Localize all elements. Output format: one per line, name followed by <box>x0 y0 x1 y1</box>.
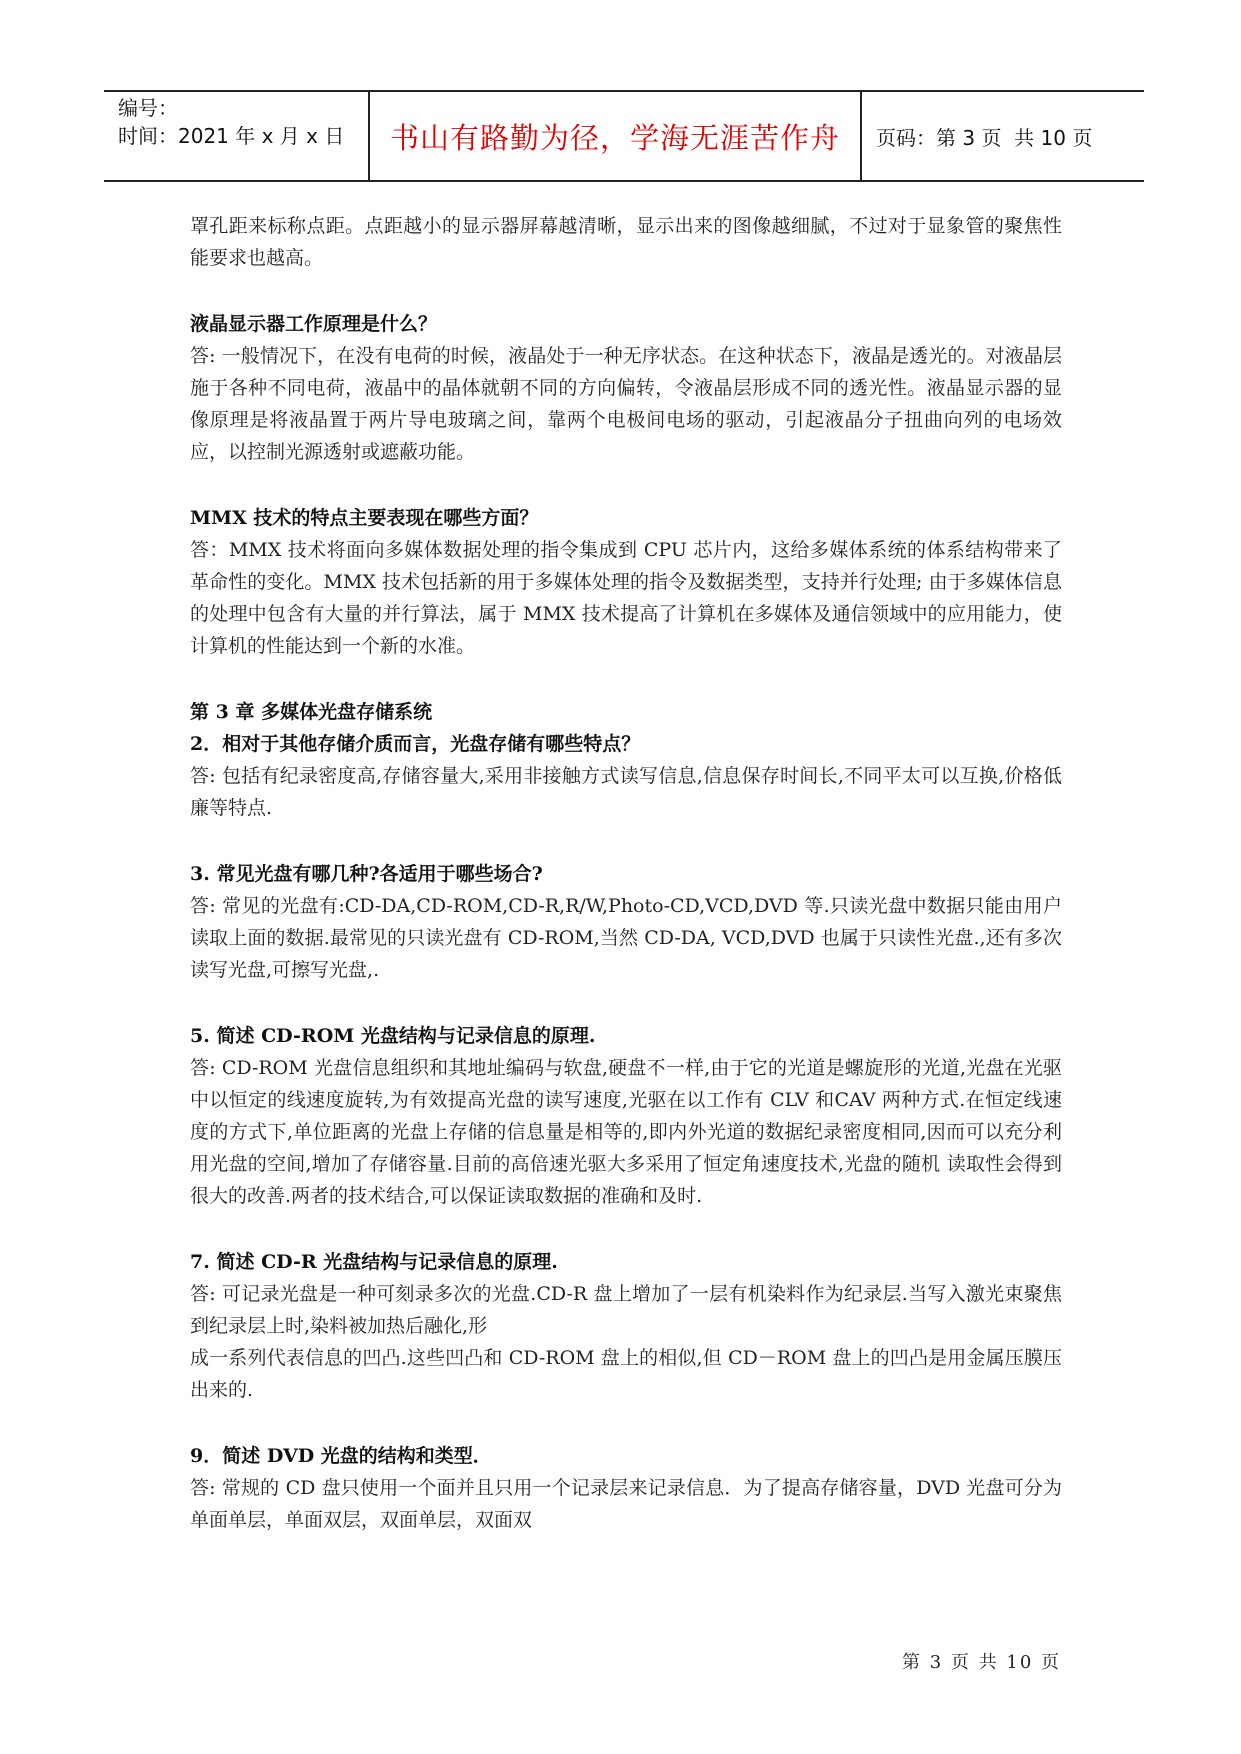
header-page-info <box>862 92 1144 180</box>
question-cdrom: 5. 简述 CD-ROM 光盘结构与记录信息的原理. <box>190 1025 596 1047</box>
question-optical-features: 2．相对于其他存储介质而言，光盘存储有哪些特点？ <box>190 733 641 755</box>
document-time: 时间：2021 年 x 月 x 日 <box>118 124 345 148</box>
question-cdr: 7. 简述 CD-R 光盘结构与记录信息的原理. <box>190 1251 558 1273</box>
chapter-title: 第 3 章 多媒体光盘存储系统 <box>190 701 433 723</box>
page-header <box>104 90 1144 182</box>
answer-lcd: 答: 一般情况下，在没有电荷的时候，液晶处于一种无序状态。在这种状态下，液晶是透光的。对液晶层施于各种不同电荷，液晶中的晶体就朝不同的方向偏转，令液晶层形成不同的透光性。液晶显示器的显像原理是将液晶置于两片导电玻璃之间，靠两个电极间电场的驱动，引起液晶分子扭曲向列的电场效应，以控制光源透射或遮蔽功能。 <box>190 345 1062 463</box>
document-body <box>190 210 1062 1536</box>
question-disc-types: 3. 常见光盘有哪几种?各适用于哪些场合? <box>190 863 543 885</box>
answer-mmx: 答：MMX 技术将面向多媒体数据处理的指令集成到 CPU 芯片内，这给多媒体系统的体系结构带来了革命性的变化。MMX 技术包括新的用于多媒体处理的指令及数据类型，支持并行处理; 由于多媒体信息的处理中包含有大量的并行算法，属于 MMX 技术提高了计算机在多媒体及通信领域中的应用能力，使计算机的性能达到一个新的水准。 <box>190 539 1062 657</box>
answer-dvd: 答: 常规的 CD 盘只使用一个面并且只用一个记录层来记录信息．为了提高存储容量，DVD 光盘可分为单面单层，单面双层，双面单层，双面双 <box>190 1477 1062 1531</box>
document-number: 编号： <box>118 96 178 120</box>
answer-cdr-part2: 成一系列代表信息的凹凸.这些凹凸和 CD-ROM 盘上的相似,但 CD－ROM 盘上的凹凸是用金属压膜压出来的. <box>190 1347 1062 1401</box>
answer-optical-features: 答: 包括有纪录密度高,存储容量大,采用非接触方式读写信息,信息保存时间长,不同平太可以互换,价格低廉等特点. <box>190 765 1062 819</box>
paragraph-intro: 罩孔距来标称点距。点距越小的显示器屏幕越清晰，显示出来的图像越细腻，不过对于显象管的聚焦性能要求也越高。 <box>190 215 1062 269</box>
page-footer: 第 3 页 共 10 页 <box>902 1652 1061 1673</box>
answer-cdrom: 答: CD-ROM 光盘信息组织和其地址编码与软盘,硬盘不一样,由于它的光道是螺旋形的光道,光盘在光驱中以恒定的线速度旋转,为有效提高光盘的读写速度,光驱在以工作有 CLV 和CAV 两种方式.在恒定线速度的方式下,单位距离的光盘上存储的信息量是相等的,即内外光道的数据纪录密度相同,因而可以充分利用光盘的空间,增加了存储容量.目前的高倍速光驱大多采用了恒定角速度技术,光盘的随机 读取性会得到很大的改善.两者的技术结合,可以保证读取数据的准确和及时. <box>190 1057 1062 1207</box>
question-mmx: MMX 技术的特点主要表现在哪些方面？ <box>190 507 539 529</box>
answer-disc-types: 答: 常见的光盘有:CD-DA,CD-ROM,CD-R,R/W,Photo-CD,VCD,DVD 等.只读光盘中数据只能由用户读取上面的数据.最常见的只读光盘有 CD-ROM,当然 CD-DA, VCD,DVD 也属于只读性光盘.,还有多次读写光盘,可擦写光盘,. <box>190 895 1062 981</box>
question-dvd: 9．简述 DVD 光盘的结构和类型． <box>190 1445 492 1467</box>
header-motto: 书山有路勤为径，学海无涯苦作舟 <box>370 92 862 180</box>
answer-cdr-part1: 答: 可记录光盘是一种可刻录多次的光盘.CD-R 盘上增加了一层有机染料作为纪录层.当写入激光束聚焦到纪录层上时,染料被加热后融化,形 <box>190 1283 1062 1337</box>
header-meta <box>104 92 370 180</box>
question-lcd: 液晶显示器工作原理是什么？ <box>190 313 438 335</box>
header-page-label: 页码：第 3 页 共 10 页 <box>876 125 1093 150</box>
